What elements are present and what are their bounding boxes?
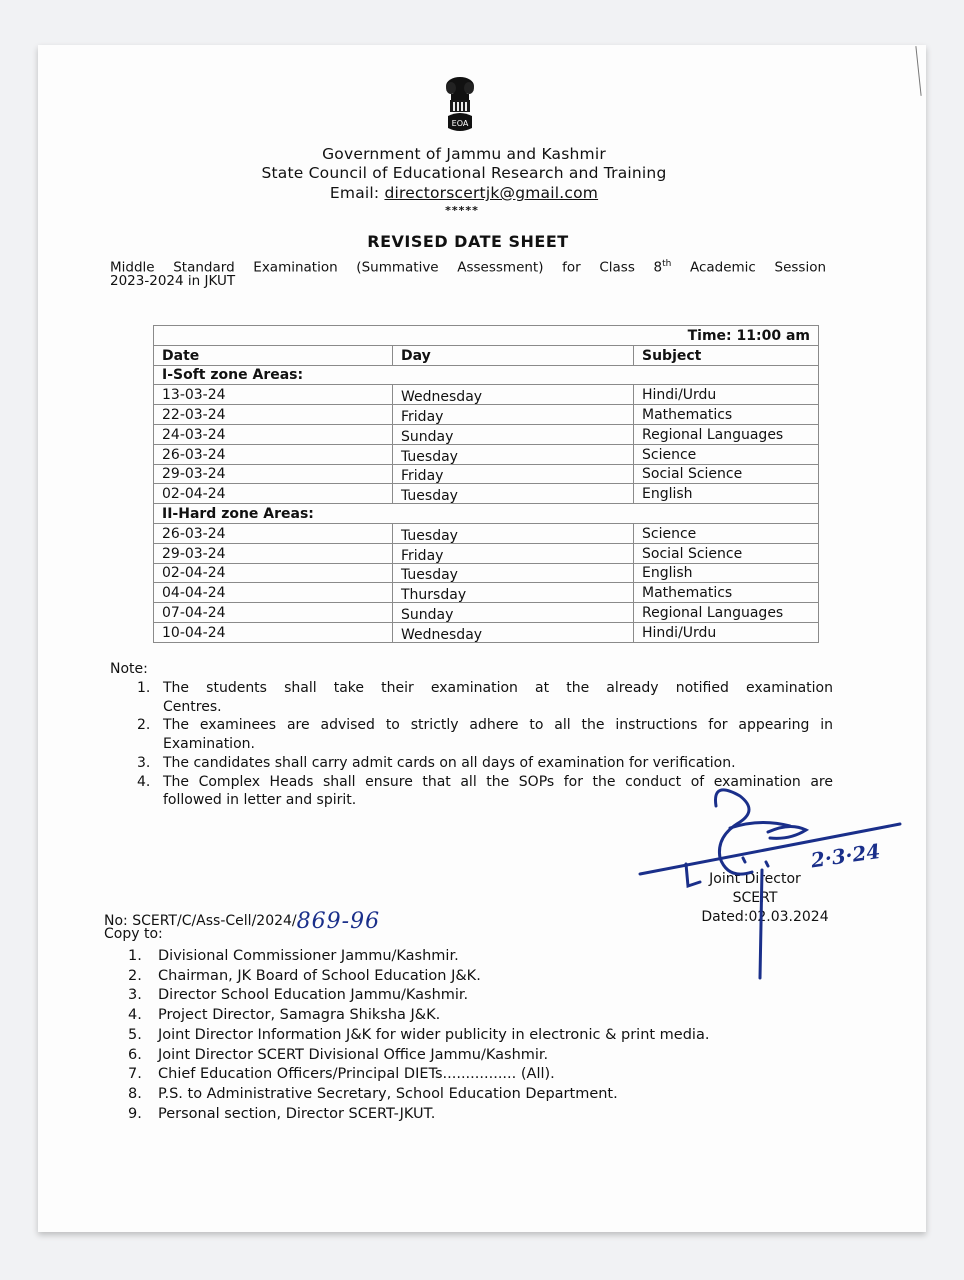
cell-date (154, 563, 393, 583)
copy-to-text: P.S. to Administrative Secretary, School Education Department. (158, 1085, 618, 1102)
cell-subject (634, 405, 819, 425)
zone-label: I-Soft zone Areas: (154, 365, 819, 385)
copy-to-item (128, 967, 709, 987)
cell-day-text: Tuesday (401, 488, 458, 505)
cell-subject-text: Hindi/Urdu (642, 387, 717, 404)
cell-subject-text: Regional Languages (642, 604, 784, 621)
note-number: 2. (137, 717, 151, 734)
table-row (154, 563, 819, 583)
cell-date-text: 13-03-24 (162, 387, 226, 404)
cell-subject-text: Mathematics (642, 585, 733, 602)
cell-day (393, 464, 634, 484)
cell-date-text: 02-04-24 (162, 565, 226, 582)
svg-text:EOA: EOA (451, 119, 469, 128)
cell-subject (634, 563, 819, 583)
copy-to-item (128, 1085, 709, 1105)
cell-day (393, 385, 634, 405)
signatory-block (660, 870, 850, 927)
exam-time: Time: 11:00 am (154, 326, 819, 346)
handwritten-date: 2·3·24 (809, 838, 882, 873)
cell-date (154, 583, 393, 603)
copy-to-number: 7. (128, 1066, 142, 1083)
copy-to-item (128, 986, 709, 1006)
document-subtitle-line2: 2023-2024 in JKUT (110, 273, 236, 289)
subtitle-sup: th (662, 259, 672, 269)
cell-day-text: Friday (401, 468, 444, 485)
copy-to-number: 1. (128, 948, 142, 964)
cell-day (393, 424, 634, 444)
table-row (154, 543, 819, 563)
cell-date (154, 385, 393, 405)
cell-date-text: 29-03-24 (162, 545, 226, 562)
copy-to-text: Divisional Commissioner Jammu/Kashmir. (158, 948, 459, 964)
time-row (154, 326, 819, 346)
cell-day-text: Wednesday (401, 626, 483, 643)
table-row (154, 405, 819, 425)
copy-to-item (128, 947, 709, 967)
table-row (154, 603, 819, 623)
table-row (154, 484, 819, 504)
table-row (154, 385, 819, 405)
subtitle-text-end: Academic Session (671, 259, 827, 276)
cell-date-text: 04-04-24 (162, 585, 226, 602)
cell-day (393, 563, 634, 583)
cell-subject (634, 583, 819, 603)
note-label: Note: (110, 661, 148, 677)
copy-to-number: 3. (128, 987, 142, 1004)
cell-date (154, 464, 393, 484)
cell-date-text: 10-04-24 (162, 624, 226, 641)
table-row (154, 583, 819, 603)
email-link[interactable]: directorscertjk@gmail.com (384, 184, 599, 202)
column-header-date: Date (154, 345, 393, 365)
copy-to-text: Chairman, JK Board of School Education J&K. (158, 967, 481, 984)
column-header-day: Day (393, 345, 634, 365)
copy-to-text: Personal section, Director SCERT-JKUT. (158, 1105, 436, 1122)
header-email-line (0, 184, 946, 202)
table-row (154, 424, 819, 444)
cell-subject (634, 444, 819, 464)
table-row (154, 622, 819, 642)
cell-day-text: Friday (401, 547, 444, 564)
cell-day (393, 543, 634, 563)
note-item (133, 679, 833, 716)
cell-subject (634, 523, 819, 543)
copy-to-item (128, 1105, 709, 1125)
copy-to-text: Project Director, Samagra Shiksha J&K. (158, 1007, 441, 1024)
email-label: Email: (329, 184, 385, 202)
note-number: 1. (137, 680, 151, 696)
table-header-row (154, 345, 819, 365)
note-text: The Complex Heads shall ensure that all the SOPs for the conduct of examination are (163, 773, 833, 790)
cell-day-text: Thursday (401, 587, 467, 604)
table-row (154, 464, 819, 484)
cell-subject-text: Hindi/Urdu (642, 624, 717, 641)
copy-to-item (128, 1046, 709, 1066)
table-row (154, 444, 819, 464)
reference-number-handwritten: 869-96 (296, 909, 381, 934)
signatory-dated: Dated:02.03.2024 (701, 909, 829, 925)
cell-subject-text: Science (642, 525, 697, 542)
column-header-subject: Subject (634, 345, 819, 365)
copy-to-number: 6. (128, 1046, 142, 1063)
cell-date (154, 424, 393, 444)
cell-date (154, 603, 393, 623)
cell-subject-text: Mathematics (642, 406, 733, 423)
state-emblem-icon (442, 76, 478, 134)
header-stars: ***** (445, 204, 479, 217)
cell-subject-text: English (642, 565, 693, 582)
reference-number-printed: No: SCERT/C/Ass-Cell/2024/ (104, 913, 297, 929)
cell-date (154, 484, 393, 504)
cell-date-text: 02-04-24 (162, 486, 226, 503)
cell-date-text: 29-03-24 (162, 466, 226, 483)
note-text-continued: Centres. (163, 698, 222, 715)
copy-to-list (128, 947, 709, 1124)
signatory-office: SCERT (732, 890, 778, 906)
note-text: The examinees are advised to strictly adhere to all the instructions for appearing in (163, 717, 833, 734)
copy-to-number: 5. (128, 1026, 142, 1043)
copy-to-number: 4. (128, 1007, 142, 1024)
cell-subject (634, 603, 819, 623)
header-council: State Council of Educational Research and Training (261, 164, 667, 182)
cell-day (393, 603, 634, 623)
cell-subject (634, 543, 819, 563)
cell-day-text: Tuesday (401, 527, 458, 544)
copy-to-text: Director School Education Jammu/Kashmir. (158, 987, 469, 1004)
cell-day-text: Friday (401, 408, 444, 425)
cell-date-text: 26-03-24 (162, 525, 226, 542)
cell-day (393, 583, 634, 603)
note-text-continued: followed in letter and spirit. (163, 792, 357, 809)
copy-to-item (128, 1065, 709, 1085)
signatory-designation: Joint Director (709, 871, 801, 887)
copy-to-item (128, 1006, 709, 1026)
cell-day-text: Sunday (401, 428, 454, 445)
copy-to-text: Joint Director SCERT Divisional Office Jammu/Kashmir. (158, 1046, 549, 1063)
document-title: REVISED DATE SHEET (367, 232, 569, 251)
cell-day-text: Sunday (401, 606, 454, 623)
copy-to-text: Joint Director Information J&K for wider publicity in electronic & print media. (158, 1026, 710, 1043)
cell-subject (634, 464, 819, 484)
note-item (133, 773, 833, 810)
copy-to-number: 8. (128, 1085, 142, 1102)
zone-row (154, 504, 819, 524)
date-sheet-table (153, 325, 819, 643)
cell-day-text: Tuesday (401, 448, 458, 465)
note-number: 4. (137, 773, 151, 790)
note-text-continued: Examination. (163, 736, 255, 753)
cell-subject-text: Science (642, 446, 697, 463)
copy-to-number: 2. (128, 967, 142, 984)
cell-subject-text: Social Science (642, 466, 743, 483)
cell-date-text: 07-04-24 (162, 604, 226, 621)
cell-subject-text: Social Science (642, 545, 743, 562)
cell-day-text: Wednesday (401, 389, 483, 406)
cell-subject-text: English (642, 486, 693, 503)
cell-day (393, 523, 634, 543)
note-item (133, 754, 833, 773)
cell-date (154, 405, 393, 425)
note-text: The candidates shall carry admit cards on all days of examination for verification. (163, 754, 736, 771)
cell-subject (634, 484, 819, 504)
notes-list (133, 679, 833, 810)
note-text: The students shall take their examination at the already notified examination (163, 680, 833, 696)
cell-subject (634, 622, 819, 642)
table-row (154, 523, 819, 543)
cell-subject-text: Regional Languages (642, 426, 784, 443)
cell-day-text: Tuesday (401, 567, 458, 584)
cell-date-text: 22-03-24 (162, 406, 226, 423)
header-government: Government of Jammu and Kashmir (322, 145, 606, 163)
cell-day (393, 444, 634, 464)
cell-subject (634, 385, 819, 405)
cell-date-text: 26-03-24 (162, 446, 226, 463)
zone-label: II-Hard zone Areas: (154, 504, 819, 524)
cell-day (393, 484, 634, 504)
cell-subject (634, 424, 819, 444)
note-number: 3. (137, 754, 151, 771)
cell-date (154, 523, 393, 543)
cell-day (393, 622, 634, 642)
copy-to-text: Chief Education Officers/Principal DIETs................ (All). (158, 1066, 555, 1083)
cell-date (154, 444, 393, 464)
copy-to-item (128, 1026, 709, 1046)
cell-date (154, 543, 393, 563)
zone-row (154, 365, 819, 385)
copy-to-label: Copy to: (104, 926, 163, 942)
subtitle-text: Middle Standard Examination (Summative Assessment) for Class 8 (110, 259, 663, 276)
note-item (133, 716, 833, 753)
cell-date (154, 622, 393, 642)
cell-day (393, 405, 634, 425)
copy-to-number: 9. (128, 1105, 142, 1122)
cell-date-text: 24-03-24 (162, 426, 226, 443)
